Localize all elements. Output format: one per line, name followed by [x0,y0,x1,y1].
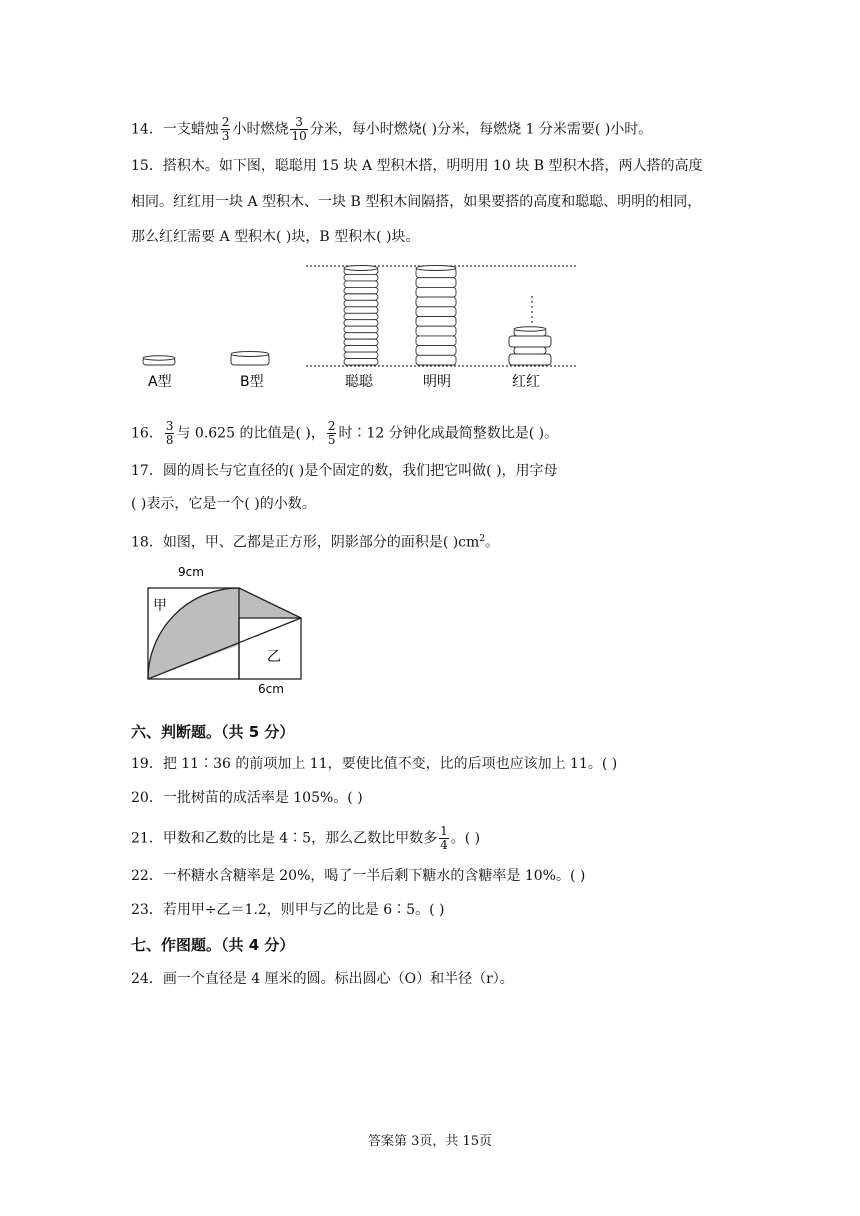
stack-top [416,266,456,271]
stacked-block [344,326,378,332]
label-congcong: 聪聪 [345,374,373,390]
stacked-block [344,294,378,300]
b-type-block [231,352,269,366]
question-18 [131,530,499,552]
stacked-block [416,278,456,288]
stacked-block [416,346,456,356]
label-mingming: 明明 [423,374,451,390]
page-footer: 答案第 3页，共 15页 [367,1134,493,1149]
stacked-block [416,326,456,336]
section-7-title: 七、作图题。（共 4 分） [131,936,295,954]
label-9cm: 9cm [178,565,204,579]
question-22: 22．一杯糖水含糖率是 20%，喝了一半后剩下糖水的含糖率是 10%。( ) [131,868,586,884]
stacked-block [416,317,456,327]
stacked-block [344,274,378,280]
question-20: 20．一批树苗的成活率是 105%。( ) [131,790,363,806]
stacked-block [344,300,378,306]
q17-line-2: ( )表示，它是一个( )的小数。 [131,496,316,512]
stacked-block [416,336,456,346]
q16-fraction-2: $\frac{2}{5}$ [327,419,336,447]
stacked-block [416,297,456,307]
stacked-block [344,287,378,293]
q21-fraction: $\frac{1}{4}$ [440,824,448,852]
q14-text-c: 分米，每小时燃烧( )分米，每燃烧 1 分米需要( )小时。 [309,121,653,138]
question-21 [131,825,480,852]
stacked-block [344,281,378,287]
stacked-block [416,287,456,297]
stacked-block [344,320,378,326]
q18-text: 18．如图，甲、乙都是正方形，阴影部分的面积是( )cm [131,534,480,551]
q16-fraction-1: $\frac{3}{8}$ [165,419,174,447]
question-19: 19．把 11∶36 的前项加上 11，要使比值不变，比的后项也应该加上 11。( ) [131,756,618,772]
q14-text-a: 14．一支蜡烛 [131,121,219,138]
q17-line-1: 17．圆的周长与它直径的( )是个固定的数，我们把它叫做( )，用字母 [131,463,558,479]
stacked-block [416,355,456,365]
stacked-block [416,307,456,317]
label-b-type: B型 [240,374,264,390]
honghong-stack [509,296,551,365]
stacked-block [344,352,378,358]
a-type-block [143,356,175,365]
label-yi: 乙 [267,649,281,665]
mingming-stack [416,266,456,366]
q18-tail: 。 [485,534,500,551]
label-jia: 甲 [153,598,167,614]
stacked-block [344,307,378,313]
q16-text-a: 与 0.625 的比值是( )， [176,425,325,442]
q18-superscript: 2 [479,534,486,544]
stacked-block [344,359,378,365]
stacked-block [344,333,378,339]
q15-line-3: 那么红红需要 A 型积木( )块，B 型积木( )块。 [131,229,420,245]
q21-text-b: 。( ) [450,830,481,847]
stacked-block [344,346,378,352]
stack-top [344,266,378,271]
question-23: 23．若用甲÷乙＝1.2，则甲与乙的比是 6∶5。( ) [131,902,445,918]
q21-text-a: 21．甲数和乙数的比是 4∶5，那么乙数比甲数多 [131,830,438,847]
label-a-type: A型 [148,374,172,390]
q14-fraction-1: $\frac{2}{3}$ [221,115,230,143]
q16-text-b: 时∶12 分钟化成最简整数比是( )。 [338,425,559,442]
congcong-stack [344,266,378,366]
stacked-block [344,313,378,319]
label-6cm: 6cm [258,682,284,696]
question-16 [131,420,558,447]
label-honghong: 红红 [512,374,540,390]
q14-text-b: 小时燃烧 [232,121,289,138]
question-14 [131,116,652,143]
q14-fraction-2: $\frac{3}{10}$ [291,115,307,143]
stacked-block [344,339,378,345]
blocks-figure [130,258,590,398]
q15-line-2: 相同。红红用一块 A 型积木、一块 B 型积木间隔搭，如果要搭的高度和聪聪、明明的相同， [131,194,702,210]
section-6-title: 六、判断题。（共 5 分） [131,723,295,741]
q16-number: 16． [131,425,163,442]
q15-line-1: 15．搭积木。如下图，聪聪用 15 块 A 型积木搭，明明用 10 块 B 型积木搭，两人搭的高度 [131,158,703,174]
squares-figure [140,560,320,700]
question-24: 24．画一个直径是 4 厘米的圆。标出圆心（O）和半径（r）。 [131,971,514,987]
